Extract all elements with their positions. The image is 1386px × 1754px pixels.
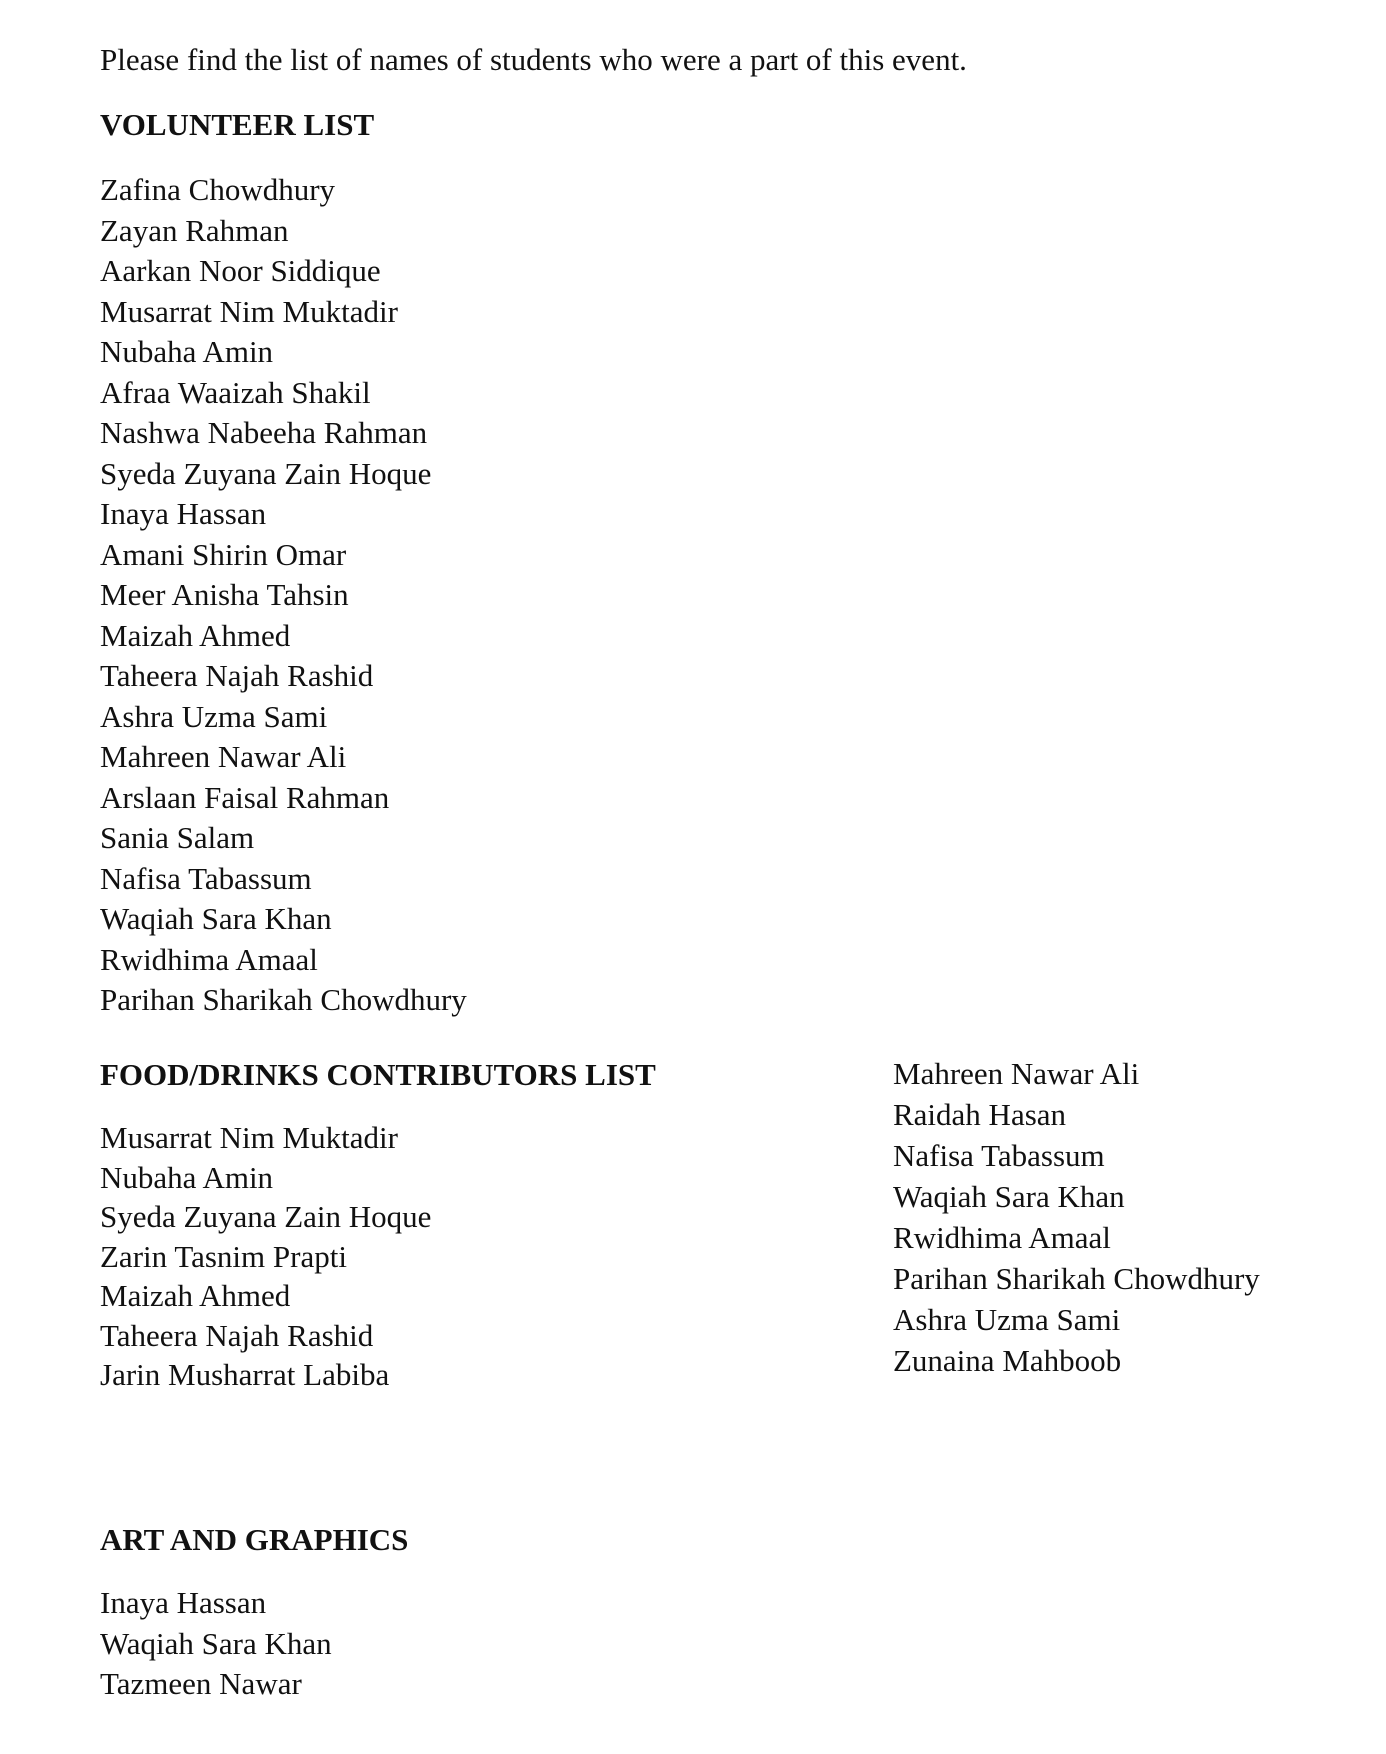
volunteer-name-list xyxy=(100,170,467,1021)
art-graphics-heading: ART AND GRAPHICS xyxy=(100,1522,409,1557)
volunteer-name: Ashra Uzma Sami xyxy=(100,698,328,734)
volunteer-name: Maizah Ahmed xyxy=(100,617,291,653)
food-contributor-name: Zarin Tasnim Prapti xyxy=(100,1238,347,1274)
volunteer-name: Nubaha Amin xyxy=(100,334,274,369)
food-contributor-name: Rwidhima Amaal xyxy=(893,1220,1111,1255)
volunteer-name: Nafisa Tabassum xyxy=(100,860,312,896)
volunteer-name: Rwidhima Amaal xyxy=(100,941,318,977)
food-drinks-list-heading: FOOD/DRINKS CONTRIBUTORS LIST xyxy=(100,1057,656,1092)
volunteer-name: Zayan Rahman xyxy=(100,212,289,248)
food-contributor-name: Mahreen Nawar Ali xyxy=(893,1056,1140,1091)
volunteer-name: Waqiah Sara Khan xyxy=(100,901,332,936)
food-contributor-name: Parihan Sharikah Chowdhury xyxy=(893,1261,1260,1296)
volunteer-name: Musarrat Nim Muktadir xyxy=(100,293,398,329)
volunteer-name: Aarkan Noor Siddique xyxy=(100,253,381,288)
volunteer-name: Taheera Najah Rashid xyxy=(100,658,374,693)
volunteer-name: Mahreen Nawar Ali xyxy=(100,739,347,774)
volunteer-name: Arslaan Faisal Rahman xyxy=(100,779,390,815)
food-contributor-name: Zunaina Mahboob xyxy=(893,1343,1122,1378)
food-contributor-name: Musarrat Nim Muktadir xyxy=(100,1120,398,1155)
volunteer-name: Zafina Chowdhury xyxy=(100,172,336,207)
volunteer-name: Meer Anisha Tahsin xyxy=(100,577,349,612)
volunteer-name: Nashwa Nabeeha Rahman xyxy=(100,415,428,450)
volunteer-list-heading: VOLUNTEER LIST xyxy=(100,107,375,142)
art-graphics-name: Waqiah Sara Khan xyxy=(100,1625,332,1661)
food-contributor-name: Syeda Zuyana Zain Hoque xyxy=(100,1199,432,1234)
food-contributor-list-left xyxy=(100,1118,431,1395)
volunteer-name: Syeda Zuyana Zain Hoque xyxy=(100,455,432,491)
intro-text: Please find the list of names of students who were a part of this event. xyxy=(100,42,967,77)
food-contributor-name: Jarin Musharrat Labiba xyxy=(100,1357,390,1392)
art-graphics-name-list xyxy=(100,1583,332,1705)
volunteer-name: Amani Shirin Omar xyxy=(100,536,347,572)
food-contributor-name: Ashra Uzma Sami xyxy=(893,1302,1121,1337)
volunteer-name: Parihan Sharikah Chowdhury xyxy=(100,982,467,1017)
food-contributor-name: Raidah Hasan xyxy=(893,1097,1067,1132)
food-contributor-list-right xyxy=(893,1053,1260,1381)
volunteer-name: Inaya Hassan xyxy=(100,496,267,531)
art-graphics-name: Tazmeen Nawar xyxy=(100,1666,302,1701)
volunteer-name: Sania Salam xyxy=(100,820,255,855)
food-contributor-name: Nafisa Tabassum xyxy=(893,1138,1105,1173)
food-contributor-name: Taheera Najah Rashid xyxy=(100,1317,374,1353)
food-contributor-name: Maizah Ahmed xyxy=(100,1278,291,1313)
food-contributor-name: Nubaha Amin xyxy=(100,1159,274,1195)
art-graphics-name: Inaya Hassan xyxy=(100,1585,267,1620)
volunteer-name: Afraa Waaizah Shakil xyxy=(100,374,371,410)
food-contributor-name: Waqiah Sara Khan xyxy=(893,1179,1125,1214)
